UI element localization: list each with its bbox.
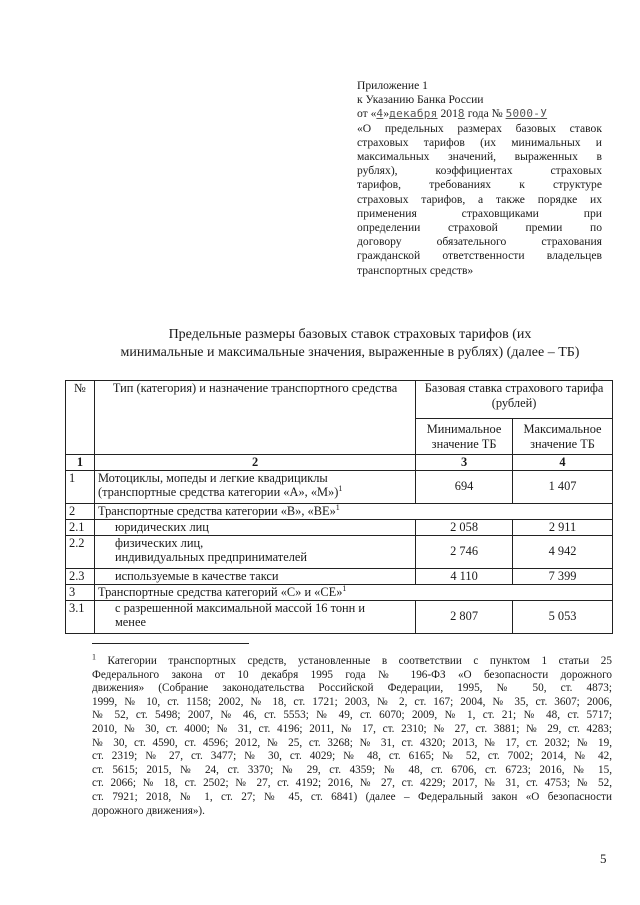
- max-value: 7 399: [513, 568, 613, 584]
- appendix-title-line: применения страховщиками при: [357, 206, 602, 220]
- footnote: [92, 652, 612, 818]
- row-description: с разрешенной максимальной массой 16 тонн и менее: [94, 600, 415, 633]
- date-suffix: года №: [464, 107, 506, 121]
- appendix-title-line: рублях), коэффициентах страховых: [357, 164, 602, 178]
- footnote-mark: 1: [92, 652, 96, 662]
- footnote-line: ст. 7921; 2018, № 1, ст. 27; № 45, ст. 6841) (далее – Федеральный закон «О безопасности: [92, 790, 612, 803]
- table-title-line: Предельные размеры базовых ставок страховых тарифов (их: [168, 327, 532, 342]
- footnote-line: ст. 5615; 2015, № 24, ст. 3370; № 29, ст. 4359; № 48, ст. 6706, ст. 6723; 2016, № 15,: [92, 763, 612, 776]
- min-value: 2 058: [416, 519, 513, 535]
- footnote-ref: 1: [342, 583, 347, 593]
- page-number: 5: [600, 851, 607, 866]
- appendix-title-line: гражданской ответственности владельцев: [357, 249, 602, 263]
- max-value: 2 911: [513, 519, 613, 535]
- min-value: 2 807: [416, 600, 513, 633]
- header-vehicle-type: Тип (категория) и назначение транспортного средства: [94, 381, 415, 455]
- footnote-line: 2010, № 30, ст. 4000; № 31, ст. 4196; 2011, № 17, ст. 2310; № 27, ст. 3881; № 29, ст. 4283;: [92, 722, 612, 735]
- footnote-ref: 1: [338, 483, 343, 493]
- table-row: [66, 600, 613, 633]
- row-description: юридических лиц: [94, 519, 415, 535]
- date-mid: »: [383, 107, 390, 121]
- row-number: 1: [66, 470, 95, 503]
- footnote-line: № 30, ст. 4590, ст. 4596; 2012, № 25, ст. 3268; № 31, ст. 4320; 2013, № 17, ст. 2032; № 19,: [92, 736, 612, 749]
- footnote-line: Федерального закона от 10 декабря 1995 года № 196-ФЗ «О безопасности дорожного: [92, 668, 612, 681]
- table-index-row: [66, 455, 613, 471]
- header-max-value: Максимальное значение ТБ: [513, 419, 613, 455]
- row-number: 2.1: [66, 519, 95, 535]
- appendix-title-line: транспортных средств»: [357, 263, 474, 277]
- index-cell: 1: [66, 455, 95, 471]
- row-description: Транспортные средства категорий «С» и «СЕ»$^1$: [94, 584, 612, 600]
- date-year-digit: 8: [457, 107, 465, 121]
- min-value: 4 110: [416, 568, 513, 584]
- appendix-title-line: максимальных значений, выраженных в: [357, 150, 602, 164]
- table-row: [66, 470, 613, 503]
- max-value: 4 942: [513, 535, 613, 568]
- appendix-title-line: страховых тарифов, а также порядке их: [357, 192, 602, 206]
- appendix-label: Приложение 1: [357, 79, 428, 92]
- appendix-title-line: договору обязательного страхования: [357, 235, 602, 249]
- footnote-ref: 1: [335, 502, 340, 512]
- footnote-line: ст. 2319; № 27, ст. 3477; № 30, ст. 4029; № 48, ст. 6165; № 52, ст. 7002; 2014, № 42,: [92, 750, 612, 763]
- header-number: №: [66, 381, 95, 455]
- date-year-prefix: 201: [437, 107, 458, 121]
- row-description: используемые в качестве такси: [94, 568, 415, 584]
- footnote-separator: [92, 643, 249, 644]
- table-title-line: минимальные и максимальные значения, выраженные в рублях) (далее – ТБ): [120, 345, 580, 360]
- max-value: 1 407: [513, 470, 613, 503]
- appendix-header: [357, 79, 602, 278]
- row-number: 3.1: [66, 600, 95, 633]
- date-month: декабря: [389, 107, 438, 121]
- table-row: [66, 535, 613, 568]
- date-prefix: от «: [357, 107, 377, 121]
- row-description: Мотоциклы, мопеды и легкие квадрициклы (транспортные средства категории «А», «М»)$^1$: [94, 470, 415, 503]
- appendix-date-line: [357, 107, 602, 121]
- table-row: [66, 584, 613, 600]
- appendix-title-line: страховых тарифов (их минимальных и: [357, 135, 602, 149]
- index-cell: 4: [513, 455, 613, 471]
- max-value: 5 053: [513, 600, 613, 633]
- tariff-table: [65, 380, 613, 634]
- table-row: [66, 503, 613, 519]
- footnote-line: движения» (Собрание законодательства Российской Федерации, 1995, № 50, ст. 4873;: [92, 682, 612, 695]
- table-row: [66, 519, 613, 535]
- index-cell: 2: [94, 455, 415, 471]
- row-number: 2.3: [66, 568, 95, 584]
- table-header-row: [66, 381, 613, 419]
- min-value: 2 746: [416, 535, 513, 568]
- footnote-line: ст. 2066; № 18, ст. 2502; № 27, ст. 4192; 2016, № 27, ст. 4229; 2017, № 31, ст. 4753; № 52,: [92, 777, 612, 790]
- index-cell: 3: [416, 455, 513, 471]
- header-base-rate: Базовая ставка страхового тарифа (рублей): [416, 381, 613, 419]
- footnote-line: № 52, ст. 5498; 2007, № 46, ст. 5553; № 49, ст. 6070; 2009, № 1, ст. 21; № 48, ст. 5717;: [92, 709, 612, 722]
- appendix-title-line: тарифов, требованиях к структуре: [357, 178, 602, 192]
- table-row: [66, 568, 613, 584]
- row-description: Транспортные средства категории «В», «ВЕ»$^1$: [94, 503, 612, 519]
- appendix-title-line: определении страховой премии по: [357, 221, 602, 235]
- row-number: 2.2: [66, 535, 95, 568]
- footnote-line: $^1$ Категории транспортных средств, установленные в соответствии с пунктом 1 статьи 25: [92, 652, 612, 667]
- footnote-line: дорожного движения»).: [92, 804, 205, 817]
- appendix-title-line: «О предельных размерах базовых ставок: [357, 121, 602, 135]
- min-value: 694: [416, 470, 513, 503]
- footnote-line: 1999, № 10, ст. 1158; 2002, № 18, ст. 1721; 2003, № 2, ст. 167; 2004, № 35, ст. 3607; 2006,: [92, 695, 612, 708]
- document-number: 5000-У: [505, 107, 548, 121]
- row-number: 3: [66, 584, 95, 600]
- header-min-value: Минимальное значение ТБ: [416, 419, 513, 455]
- appendix-reference: к Указанию Банка России: [357, 93, 484, 107]
- row-number: 2: [66, 503, 95, 519]
- row-description: физических лиц, индивидуальных предпринимателей: [94, 535, 415, 568]
- table-title: [80, 326, 620, 362]
- date-day: 4: [376, 107, 384, 121]
